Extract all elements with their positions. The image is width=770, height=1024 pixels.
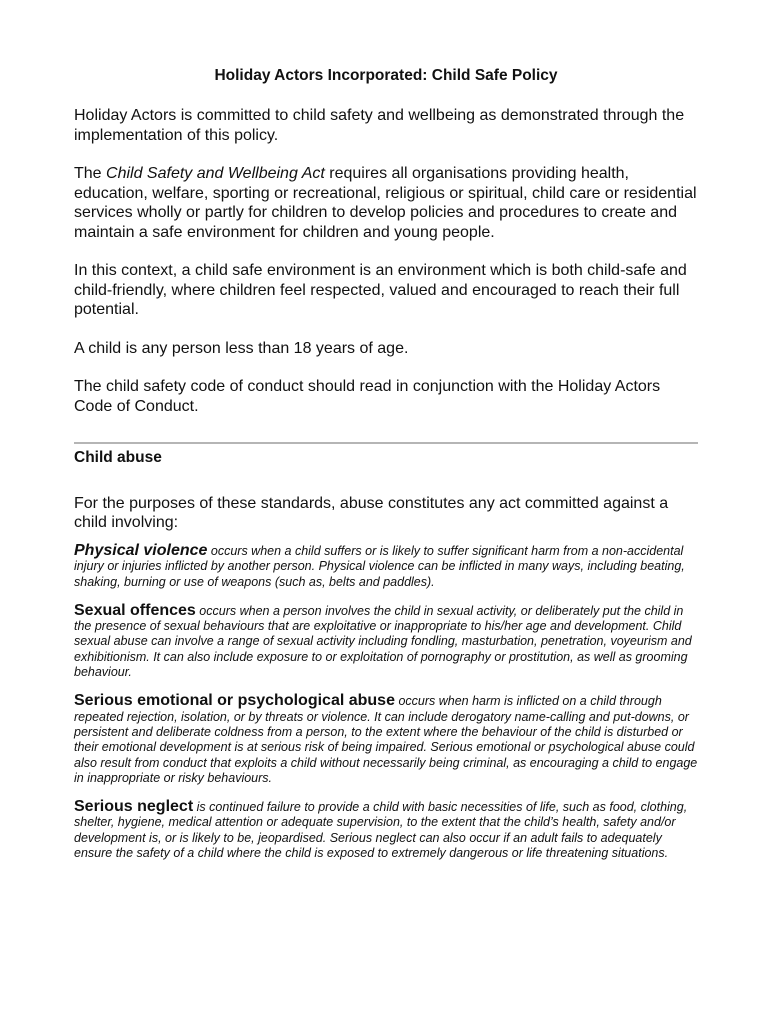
definition-physical-violence <box>74 543 698 590</box>
document-page <box>74 66 698 874</box>
section-divider <box>74 442 698 444</box>
definition-term: Serious emotional or psychological abuse <box>74 692 395 710</box>
code-of-conduct-paragraph: The child safety code of conduct should read in conjunction with the Holiday Actors Code of Conduct. <box>74 378 661 415</box>
definition-text: occurs when a child suffers or is likely to suffer significant harm from a non-accidental injury or injuries inflicted by another person. Physical violence can be inflicted in many ways, including beating, shaking, burning or use of weapons (such as, belts and paddles). <box>74 544 685 589</box>
definition-serious-neglect <box>74 799 698 861</box>
definition-text: is continued failure to provide a child with basic necessities of life, such as food, clothing, shelter, hygiene, medical attention or adequate supervision, to the extent that the child’s health, safety and/or development is, or is likely to be, jeopardised. Serious neglect can also occur if an adult fails to adequately ensure the safety of a child where the child is exposed to extremely dangerous or life threatening situations. <box>74 800 688 861</box>
definition-term: Serious neglect <box>74 798 194 816</box>
commitment-paragraph: Holiday Actors is committed to child safety and wellbeing as demonstrated through the implementation of this policy. <box>74 107 685 144</box>
definition-emotional-abuse <box>74 693 698 786</box>
section-heading-child-abuse: Child abuse <box>74 449 162 466</box>
legislation-prefix: The <box>74 165 107 182</box>
context-paragraph: In this context, a child safe environment is an environment which is both child-safe and child-friendly, where children feel respected, valued and encouraged to reach their full potential. <box>74 262 687 318</box>
document-title: Holiday Actors Incorporated: Child Safe Policy <box>214 67 558 84</box>
legislation-paragraph <box>74 164 698 242</box>
child-definition-paragraph: A child is any person less than 18 years of age. <box>74 339 409 357</box>
legislation-text: requires all organisations providing health, education, welfare, sporting or recreational, religious or spiritual, child care or residential services wholly or partly for children to develop policies and procedures to create and maintain a safe environment for children and young people. <box>74 165 697 241</box>
abuse-intro-paragraph: For the purposes of these standards, abuse constitutes any act committed against a child involving: <box>74 495 669 531</box>
definition-sexual-offences <box>74 603 698 680</box>
definition-text: occurs when a person involves the child in sexual activity, or deliberately put the child in the presence of sexual behaviours that are exploitative or inappropriate to his/her age and development. Child sexual abuse can involve a range of sexual activity including fondling, masturbation, penetration, voyeurism and exhibitionism. It can also include exposure to or exploitation of pornography or prostitution, as well as grooming behaviour. <box>74 603 692 680</box>
definition-term: Physical violence <box>74 542 208 559</box>
definition-term: Sexual offences <box>74 601 196 619</box>
definition-text: occurs when harm is inflicted on a child through repeated rejection, isolation, or by threats or violence. It can include derogatory name-calling and put-downs, or persistent and deliberate coldness from a person, to the extent where the behaviour of the child is disturbed or their emotional development is at serious risk of being impaired. Serious emotional or psychological abuse could also result from conduct that exploits a child without necessarily being criminal, as encouraging a child to engage in inappropriate or risky behaviours. <box>74 694 698 785</box>
act-name: Child Safety and Wellbeing Act <box>106 165 325 182</box>
